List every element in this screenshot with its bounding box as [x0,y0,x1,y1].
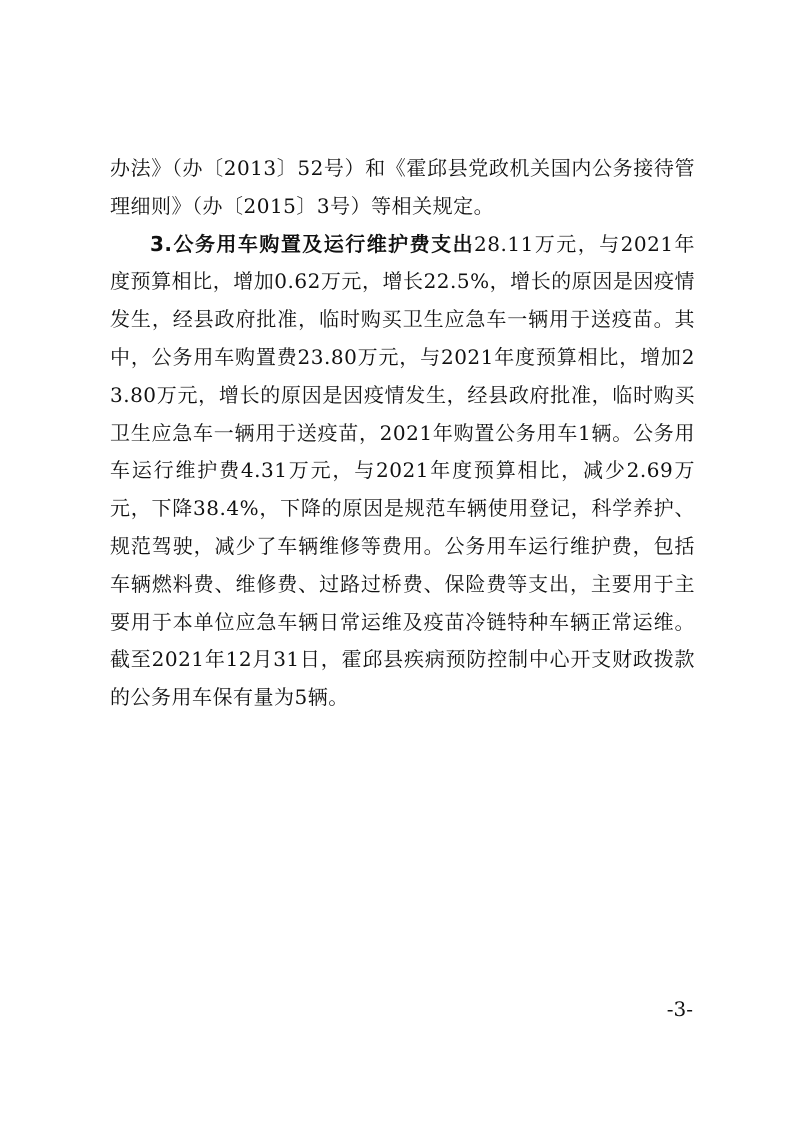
paragraph-regulations [110,150,695,226]
paragraph-vehicle-expenses [110,226,695,717]
page-number: -3- [666,997,693,1021]
document-body [110,150,695,717]
paragraph-regulations-text: 办法》（办〔2013〕52号）和《霍邱县党政机关国内公务接待管理细则》（办〔2015〕3号）等相关规定。 [110,156,695,218]
paragraph-vehicle-expenses-heading: 3.公务用车购置及运行维护费支出 [150,231,475,256]
paragraph-vehicle-expenses-text: 28.11万元，与2021年度预算相比，增加0.62万元，增长22.5%，增长的原因是因疫情发生，经县政府批准，临时购买卫生应急车一辆用于送疫苗。其中，公务用车购置费23.80万元，与2021年度预算相比，增加23.80万元，增长的原因是因疫情发生，经县政府批准，临时购买卫生应急车一辆用于送疫苗，2021年购置公务用车1辆。公务用车运行维护费4.31万元，与2021年度预算相比，减少2.69万元，下降38.4%，下降的原因是规范车辆使用登记，科学养护、规范驾驶，减少了车辆维修等费用。公务用车运行维护费，包括车辆燃料费、维修费、过路过桥费、保险费等支出，主要用于主要用于本单位应急车辆日常运维及疫苗冷链特种车辆正常运维。截至2021年12月31日，霍邱县疾病预防控制中心开支财政拨款的公务用车保有量为5辆。 [110,231,696,710]
